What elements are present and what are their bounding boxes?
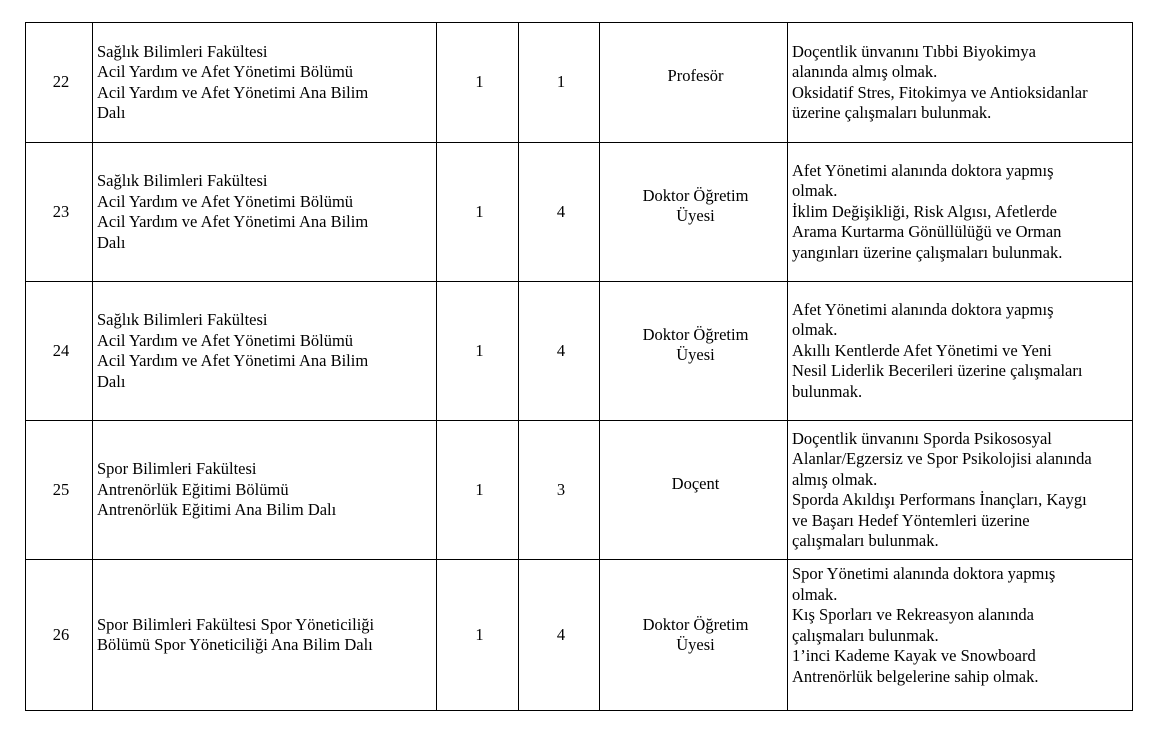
requirement-line: olmak. — [792, 320, 838, 340]
academic-title-cell — [600, 143, 788, 282]
positions-table-body — [26, 23, 1133, 711]
table-row — [26, 282, 1133, 421]
row-number: 22 — [26, 23, 93, 143]
academic-title-line: Doktor Öğretim — [642, 614, 749, 634]
positions-table — [25, 22, 1133, 711]
requirement-line: Spor Yönetimi alanında doktora yapmış — [792, 564, 1056, 583]
position-count: 1 — [437, 421, 519, 560]
faculty-line: Spor Bilimleri Fakültesi — [97, 459, 257, 479]
requirement-line: Doçentlik ünvanını Tıbbi Biyokimya — [792, 41, 1036, 61]
requirement-line: üzerine çalışmaları bulunmak. — [792, 103, 992, 122]
row-number: 23 — [26, 143, 93, 282]
degree-level: 4 — [519, 143, 600, 282]
faculty-line: Acil Yardım ve Afet Yönetimi Ana Bilim — [97, 351, 369, 370]
requirement-line: Nesil Liderlik Becerileri üzerine çalışmaları — [792, 361, 1083, 381]
position-count: 1 — [437, 143, 519, 282]
degree-level: 3 — [519, 421, 600, 560]
requirement-line: Antrenörlük belgelerine sahip olmak. — [792, 666, 1039, 686]
requirement-line: çalışmaları bulunmak. — [792, 531, 939, 550]
position-count: 1 — [437, 560, 519, 711]
degree-level: 4 — [519, 282, 600, 421]
table-row — [26, 560, 1133, 711]
faculty-line: Acil Yardım ve Afet Yönetimi Ana Bilim — [97, 212, 369, 231]
faculty-line: Acil Yardım ve Afet Yönetimi Bölümü — [97, 62, 354, 81]
degree-level: 1 — [519, 23, 600, 143]
requirement-line: 1’inci Kademe Kayak ve Snowboard — [792, 646, 1036, 665]
academic-title-line: Doçent — [671, 473, 720, 493]
academic-title-cell — [600, 282, 788, 421]
requirement-line: Arama Kurtarma Gönüllülüğü ve Orman — [792, 222, 1062, 242]
faculty-line: Antrenörlük Eğitimi Bölümü — [97, 479, 289, 499]
requirement-line: Afet Yönetimi alanında doktora yapmış — [792, 160, 1054, 180]
requirement-line: Akıllı Kentlerde Afet Yönetimi ve Yeni — [792, 340, 1052, 360]
row-number: 25 — [26, 421, 93, 560]
faculty-line: Antrenörlük Eğitimi Ana Bilim Dalı — [97, 500, 337, 520]
degree-level: 4 — [519, 560, 600, 711]
table-row — [26, 143, 1133, 282]
academic-title-line: Doktor Öğretim — [642, 185, 749, 205]
faculty-department-cell — [93, 23, 437, 143]
requirement-line: olmak. — [792, 181, 838, 201]
requirement-line: ve Başarı Hedef Yöntemleri üzerine — [792, 510, 1030, 530]
requirement-line: Afet Yönetimi alanında doktora yapmış — [792, 299, 1054, 319]
requirement-line: çalışmaları bulunmak. — [792, 625, 939, 645]
requirements-cell — [788, 143, 1133, 282]
faculty-line: Spor Bilimleri Fakültesi Spor Yöneticiliği — [97, 614, 375, 634]
faculty-line: Sağlık Bilimleri Fakültesi — [97, 310, 268, 329]
academic-title-line: Profesör — [667, 66, 724, 86]
faculty-line: Sağlık Bilimleri Fakültesi — [97, 171, 268, 190]
academic-title-line: Üyesi — [676, 206, 715, 225]
row-number: 26 — [26, 560, 93, 711]
position-count: 1 — [437, 23, 519, 143]
requirement-line: yangınları üzerine çalışmaları bulunmak. — [792, 242, 1063, 262]
requirement-line: Doçentlik ünvanını Sporda Psikososyal — [792, 428, 1052, 448]
faculty-line: Dalı — [97, 103, 126, 122]
academic-title-cell — [600, 560, 788, 711]
requirements-cell — [788, 282, 1133, 421]
academic-title-line: Doktor Öğretim — [642, 324, 749, 344]
row-number: 24 — [26, 282, 93, 421]
requirement-line: Alanlar/Egzersiz ve Spor Psikolojisi alanında — [792, 449, 1092, 468]
faculty-department-cell — [93, 143, 437, 282]
faculty-line: Acil Yardım ve Afet Yönetimi Bölümü — [97, 191, 354, 211]
faculty-line: Dalı — [97, 371, 126, 391]
faculty-line: Acil Yardım ve Afet Yönetimi Ana Bilim — [97, 82, 369, 102]
academic-title-cell — [600, 421, 788, 560]
requirement-line: olmak. — [792, 584, 838, 604]
requirements-cell — [788, 421, 1133, 560]
academic-title-cell — [600, 23, 788, 143]
requirements-cell — [788, 23, 1133, 143]
faculty-line: Sağlık Bilimleri Fakültesi — [97, 41, 268, 61]
requirement-line: İklim Değişikliği, Risk Algısı, Afetlerde — [792, 201, 1057, 221]
requirements-cell — [788, 560, 1133, 711]
requirement-line: Sporda Akıldışı Performans İnançları, Kaygı — [792, 490, 1087, 509]
requirement-line: almış olmak. — [792, 469, 878, 489]
requirement-line: alanında almış olmak. — [792, 62, 938, 81]
faculty-line: Acil Yardım ve Afet Yönetimi Bölümü — [97, 330, 354, 350]
requirement-line: Oksidatif Stres, Fitokimya ve Antioksidanlar — [792, 82, 1088, 102]
academic-title-line: Üyesi — [676, 635, 715, 654]
academic-title-line: Üyesi — [676, 345, 715, 364]
faculty-department-cell — [93, 560, 437, 711]
faculty-department-cell — [93, 282, 437, 421]
table-row — [26, 421, 1133, 560]
requirement-line: bulunmak. — [792, 381, 863, 401]
faculty-department-cell — [93, 421, 437, 560]
faculty-line: Bölümü Spor Yöneticiliği Ana Bilim Dalı — [97, 635, 373, 654]
faculty-line: Dalı — [97, 232, 126, 252]
requirement-line: Kış Sporları ve Rekreasyon alanında — [792, 605, 1034, 624]
position-count: 1 — [437, 282, 519, 421]
table-row — [26, 23, 1133, 143]
